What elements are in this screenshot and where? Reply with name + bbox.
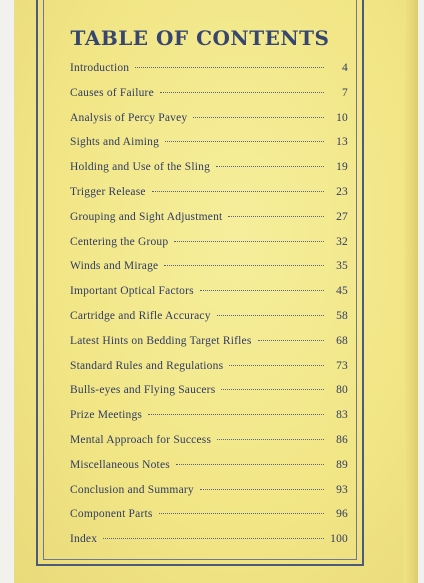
toc-entry-page: 68 bbox=[336, 334, 348, 347]
dot-leader bbox=[164, 265, 324, 266]
toc-entry bbox=[70, 354, 348, 379]
toc-entry-title: Analysis of Percy Pavey bbox=[70, 111, 188, 124]
toc-entry-title: Latest Hints on Bedding Target Rifles bbox=[70, 334, 252, 347]
toc-entry bbox=[70, 428, 348, 453]
toc-entry bbox=[70, 254, 348, 279]
toc-entry-page: 23 bbox=[336, 185, 348, 198]
toc-entry bbox=[70, 205, 348, 230]
toc-entry-title: Introduction bbox=[70, 62, 130, 74]
toc-entry-page: 80 bbox=[336, 384, 348, 397]
toc-entry-page: 96 bbox=[336, 508, 348, 521]
toc-entry-title: Grouping and Sight Adjustment bbox=[70, 210, 223, 223]
dot-leader bbox=[148, 414, 324, 415]
toc-entry-page: 10 bbox=[336, 111, 348, 124]
dot-leader bbox=[165, 141, 324, 142]
toc-entry-title: Index bbox=[70, 533, 98, 546]
toc-entry bbox=[70, 304, 348, 329]
toc-entry-page: 4 bbox=[342, 62, 348, 74]
toc-entry-page: 93 bbox=[336, 483, 348, 496]
toc-entry-page: 89 bbox=[336, 458, 348, 471]
toc-entry bbox=[70, 502, 348, 527]
dot-leader bbox=[200, 489, 324, 490]
dot-leader bbox=[229, 365, 324, 366]
toc-entry-page: 86 bbox=[336, 433, 348, 446]
toc-entry bbox=[70, 180, 348, 205]
toc-entry-title: Bulls-eyes and Flying Saucers bbox=[70, 384, 216, 397]
toc-entry bbox=[70, 478, 348, 503]
dot-leader bbox=[217, 439, 324, 440]
toc-entry-title: Sights and Aiming bbox=[70, 136, 160, 149]
toc-entry-page: 58 bbox=[336, 309, 348, 322]
dot-leader bbox=[258, 340, 324, 341]
toc-entry-page: 83 bbox=[336, 409, 348, 422]
toc-entry-title: Centering the Group bbox=[70, 235, 169, 248]
toc-entry-page: 13 bbox=[336, 136, 348, 149]
toc-entry bbox=[70, 279, 348, 304]
toc-entry-title: Holding and Use of the Sling bbox=[70, 161, 211, 174]
dot-leader bbox=[152, 191, 324, 192]
toc-entry bbox=[70, 329, 348, 354]
toc-entry-title: Causes of Failure bbox=[70, 86, 154, 99]
dot-leader bbox=[217, 315, 324, 316]
dot-leader bbox=[135, 67, 324, 68]
dot-leader bbox=[216, 166, 324, 167]
toc-entry bbox=[70, 527, 348, 552]
toc-entry-page: 45 bbox=[336, 285, 348, 298]
toc-entry-page: 100 bbox=[330, 533, 348, 546]
toc-entry bbox=[70, 56, 348, 81]
page-edge bbox=[404, 0, 418, 583]
dot-leader bbox=[174, 241, 324, 242]
toc-entry-page: 19 bbox=[336, 161, 348, 174]
toc-entry-title: Standard Rules and Regulations bbox=[70, 359, 224, 372]
toc-entry-title: Prize Meetings bbox=[70, 409, 143, 422]
toc-entry bbox=[70, 230, 348, 255]
dot-leader bbox=[159, 513, 324, 514]
toc-entry-title: Mental Approach for Success bbox=[70, 433, 212, 446]
dot-leader bbox=[160, 92, 324, 93]
toc-entry-title: Component Parts bbox=[70, 508, 153, 521]
toc-entry bbox=[70, 81, 348, 106]
dot-leader bbox=[228, 216, 324, 217]
toc-entry-page: 35 bbox=[336, 260, 348, 273]
toc-entry-title: Miscellaneous Notes bbox=[70, 458, 170, 471]
toc-entry-page: 27 bbox=[336, 210, 348, 223]
dot-leader bbox=[176, 464, 324, 465]
dot-leader bbox=[200, 290, 324, 291]
toc-entry bbox=[70, 106, 348, 131]
toc-entry-title: Trigger Release bbox=[70, 185, 146, 198]
dot-leader bbox=[221, 389, 324, 390]
toc-entry-page: 7 bbox=[342, 86, 348, 99]
toc-entry bbox=[70, 155, 348, 180]
toc-entry bbox=[70, 403, 348, 428]
toc-entry bbox=[70, 378, 348, 403]
toc-entry-title: Winds and Mirage bbox=[70, 260, 159, 273]
toc-entry-title: Important Optical Factors bbox=[70, 285, 194, 298]
toc-entry-page: 32 bbox=[336, 235, 348, 248]
toc-entry-title: Conclusion and Summary bbox=[70, 483, 194, 496]
page-title: TABLE OF CONTENTS bbox=[70, 26, 330, 50]
toc-entry-title: Cartridge and Rifle Accuracy bbox=[70, 309, 211, 322]
toc-entry bbox=[70, 453, 348, 478]
toc-entry-page: 73 bbox=[336, 359, 348, 372]
dot-leader bbox=[103, 538, 324, 539]
table-of-contents bbox=[70, 56, 348, 552]
toc-entry bbox=[70, 130, 348, 155]
dot-leader bbox=[193, 117, 324, 118]
